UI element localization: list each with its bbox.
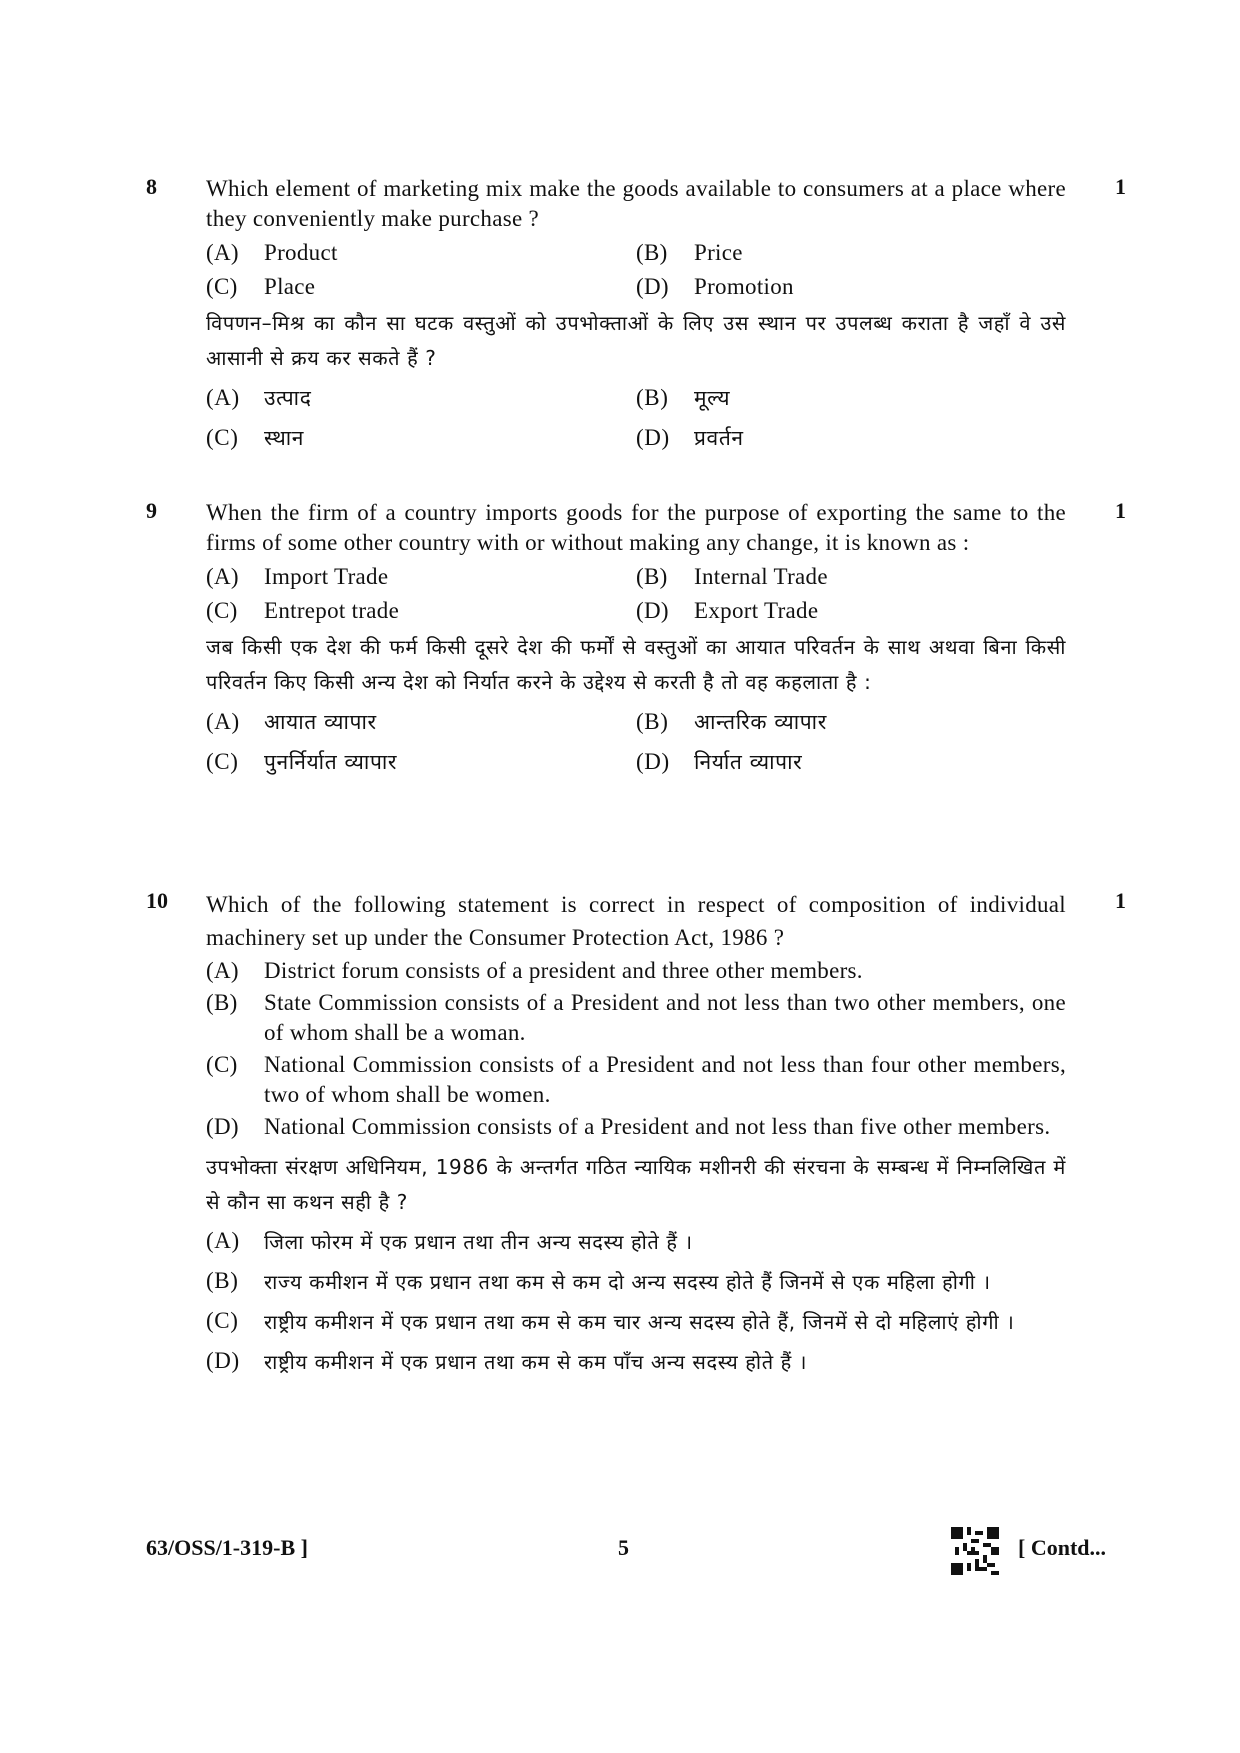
option-a-hi: (A) आयात व्यापार (206, 709, 377, 734)
question-8 (146, 174, 1126, 458)
option-c-hi: (C) स्थान (206, 425, 305, 450)
question-text-hi: विपणन–मिश्र का कौन सा घटक वस्तुओं को उपभोक्ताओं के लिए उस स्थान पर उपलब्ध कराता है जहाँ वे उसे आसानी से क्रय कर सकते हैं ? (206, 311, 1066, 370)
question-10 (146, 888, 1126, 1383)
option-d: (D) Promotion (636, 274, 794, 299)
question-number: 10 (146, 888, 168, 913)
options-en (206, 956, 1066, 1142)
option-b: (B) State Commission consists of a President and not less than two other members, one of whom shall be a woman. (206, 990, 1066, 1045)
option-d: (D) Export Trade (636, 598, 819, 623)
paper-code: 63/OSS/1-319-B ] (146, 1535, 308, 1560)
question-text-en: Which of the following statement is correct in respect of composition of individual machinery set up under the Consumer Protection Act, 1986 ? (206, 892, 1066, 950)
question-text-en: Which element of marketing mix make the goods available to consumers at a place where they conveniently make purchase ? (206, 176, 1066, 231)
qr-code-icon (951, 1527, 999, 1575)
options-hi (206, 1223, 1066, 1380)
option-a-hi: (A) उत्पाद (206, 385, 312, 410)
option-d-hi: (D) निर्यात व्यापार (636, 749, 803, 774)
option-b: (B) Internal Trade (636, 564, 828, 589)
question-marks: 1 (1115, 174, 1126, 199)
option-d-hi: (D) राष्ट्रीय कमीशन में एक प्रधान तथा कम से कम पाँच अन्य सदस्य होते हैं । (206, 1348, 808, 1374)
question-number: 8 (146, 174, 157, 199)
option-d-hi: (D) प्रवर्तन (636, 425, 744, 450)
option-a: (A) District forum consists of a president and three other members. (206, 958, 863, 983)
question-marks: 1 (1115, 888, 1126, 913)
option-b-hi: (B) आन्तरिक व्यापार (636, 709, 827, 734)
continued-label: [ Contd... (1018, 1535, 1107, 1560)
question-9 (146, 498, 1126, 782)
options-hi (206, 702, 1066, 782)
option-a-hi: (A) जिला फोरम में एक प्रधान तथा तीन अन्य सदस्य होते हैं । (206, 1228, 693, 1254)
page-footer (146, 1527, 1126, 1577)
question-text-en: When the firm of a country imports goods for the purpose of exporting the same to the firms of some other country with or without making any change, it is known as : (206, 500, 1066, 555)
options-en (206, 560, 1066, 628)
options-en (206, 236, 1066, 304)
page-number: 5 (618, 1535, 629, 1560)
option-c: (C) National Commission consists of a President and not less than four other members, two of whom shall be women. (206, 1052, 1066, 1107)
question-text-hi: उपभोक्ता संरक्षण अधिनियम, 1986 के अन्तर्गत गठित न्यायिक मशीनरी की संरचना के सम्बन्ध में निम्नलिखित में से कौन सा कथन सही है ? (206, 1155, 1066, 1214)
option-a: (A) Product (206, 240, 338, 265)
option-c-hi: (C) पुनर्निर्यात व्यापार (206, 749, 398, 774)
option-b-hi: (B) राज्य कमीशन में एक प्रधान तथा कम से कम दो अन्य सदस्य होते हैं जिनमें से एक महिला होगी । (206, 1268, 991, 1294)
option-a: (A) Import Trade (206, 564, 389, 589)
options-hi (206, 378, 1066, 458)
question-text-hi: जब किसी एक देश की फर्म किसी दूसरे देश की फर्मों से वस्तुओं का आयात परिवर्तन के साथ अथवा बिना किसी परिवर्तन किए किसी अन्य देश को निर्यात करने के उद्देश्य से करती है तो वह कहलाता है : (206, 635, 1066, 694)
option-c: (C) Entrepot trade (206, 598, 400, 623)
question-marks: 1 (1115, 498, 1126, 523)
option-b-hi: (B) मूल्य (636, 385, 731, 410)
option-d: (D) National Commission consists of a President and not less than five other members. (206, 1114, 1051, 1139)
option-c: (C) Place (206, 274, 316, 299)
option-c-hi: (C) राष्ट्रीय कमीशन में एक प्रधान तथा कम से कम चार अन्य सदस्य होते हैं, जिनमें से दो महिलाएं होगी । (206, 1308, 1015, 1334)
question-number: 9 (146, 498, 157, 523)
option-b: (B) Price (636, 240, 743, 265)
